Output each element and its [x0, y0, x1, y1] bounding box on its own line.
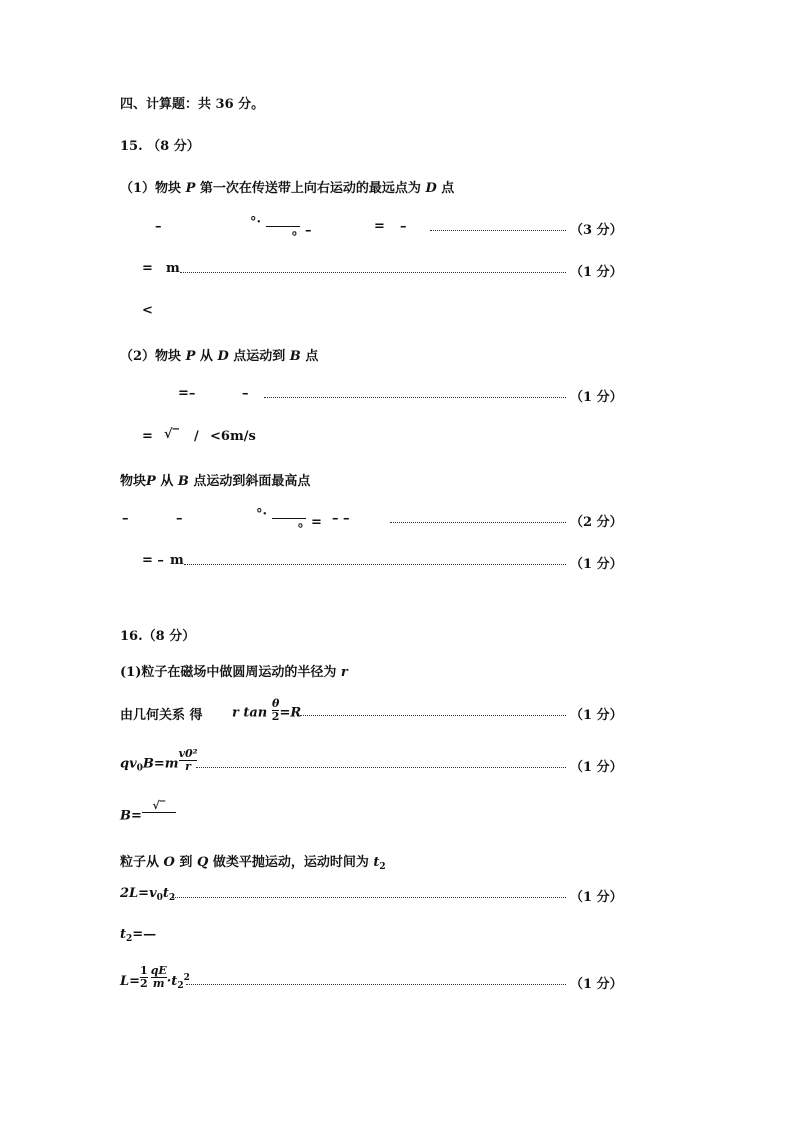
q15-eq6-e: – –: [332, 511, 350, 526]
q16-motion-line: 粒子从 O 到 Q 做类平抛运动，运动时间为 $t_2$: [120, 855, 386, 872]
q15-eq2-leader: [180, 272, 566, 273]
q15-eq5-sqrt: √‾: [164, 427, 180, 442]
q15-eq7-score: （1 分）: [570, 557, 623, 572]
q15-eq5-limit: <6m/s: [210, 429, 256, 444]
q15-eq4-b: –: [242, 386, 249, 401]
q16-2L-equation: $2L=v_0t_2$: [120, 886, 176, 903]
q15-eq1-e: –: [400, 219, 407, 234]
q15-eq7-leader: [184, 564, 566, 565]
q15-eq4-score: （1 分）: [570, 390, 623, 405]
q15-header: 15. （8 分）: [120, 139, 200, 154]
q15-eq2-b: m: [166, 261, 180, 276]
q15-eq6-b: –: [176, 511, 183, 526]
q16-force-score: （1 分）: [570, 760, 623, 775]
q15-eq7-a: = –: [142, 553, 164, 568]
q16-part1-title: (1)粒子在磁场中做圆周运动的半径为 r: [120, 665, 348, 680]
q15-eq6-c: °·: [256, 507, 268, 522]
q15-eq1-leader: [430, 230, 566, 231]
q15-eq1-c: 。–: [292, 223, 312, 238]
q16-L-leader: [186, 984, 566, 985]
q16-L-equation: L= $\frac{1}{2}$ $\frac{qE}{m}$ $\cdot t_2^2$: [120, 964, 190, 991]
q16-2L-leader: [172, 897, 566, 898]
q15-part2-title: （2）物块 P 从 D 点运动到 B 点: [120, 349, 319, 364]
q16-force-equation: $qv_0B=m$ $\frac{\text{v0²}}{r}$: [120, 747, 198, 774]
q15-eq2-a: =: [142, 261, 153, 276]
q15-eq6-a: –: [122, 511, 129, 526]
q15-eq6-leader: [390, 522, 566, 523]
q16-B-result: B= √‾: [120, 808, 176, 824]
q16-force-leader: [196, 767, 566, 768]
q15-eq1-d: =: [374, 219, 385, 234]
q15-eq1-a: –: [155, 219, 162, 234]
q15-line-b: 物块P 从 B 点运动到斜面最高点: [120, 474, 311, 489]
q15-eq5-a: =: [142, 429, 153, 444]
q15-eq5-slash: /: [194, 429, 199, 444]
q16-2L-score: （1 分）: [570, 890, 623, 905]
q16-geo-leader: [300, 715, 566, 716]
q15-eq2-score: （1 分）: [570, 265, 623, 280]
q15-eq1-score: （3 分）: [570, 223, 623, 238]
q16-geo-score: （1 分）: [570, 708, 623, 723]
q16-L-score: （1 分）: [570, 977, 623, 992]
q16-geo-prefix: 由几何关系 得: [120, 708, 203, 723]
q15-eq6-d: 。=: [298, 515, 322, 530]
q15-eq4-a: =–: [178, 386, 196, 401]
section-heading: 四、计算题：共 36 分。: [120, 97, 265, 112]
q16-geo-equation: r tan $\frac{\theta}{2}$ =R: [232, 697, 302, 723]
q15-eq3: <: [142, 303, 153, 318]
q15-eq4-leader: [264, 397, 566, 398]
q15-eq1-b: °·: [250, 215, 262, 230]
q16-t2-equation: $t_2=—$: [120, 927, 157, 944]
q16-header: 16.（8 分）: [120, 629, 196, 644]
q15-eq7-b: m: [170, 553, 184, 568]
q15-part1-title: （1）物块 P 第一次在传送带上向右运动的最远点为 D 点: [120, 181, 455, 196]
q15-eq6-score: （2 分）: [570, 515, 623, 530]
